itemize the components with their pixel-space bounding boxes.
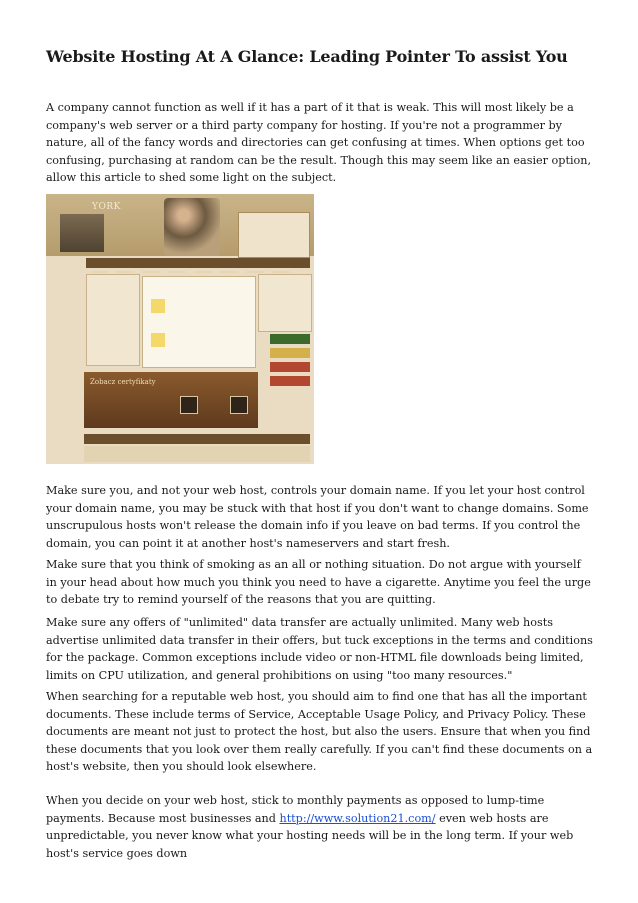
paragraph-3: Make sure that you think of smoking as an all or nothing situation. Do not argue with yourself in your head about how much you think you need to have a cigarette. Anytime you feel the urge to debate try to remind yourself of the reasons that you are quitting. bbox=[46, 558, 591, 606]
band-text: Zobacz certyfikaty bbox=[90, 378, 156, 386]
page-title: Website Hosting At A Glance: Leading Pointer To assist You bbox=[46, 47, 568, 66]
paragraph-6-text-cont: even web hosts are unpredictable, you never know what your hosting needs will be in the long term. If your web host's service goes down bbox=[46, 811, 574, 860]
paragraph-1: A company cannot function as well if it has a part of it that is weak. This will most likely be a company's web server or a third party company for hosting. If you're not a programmer by nature, all of the fancy words and directories can get confusing at times. When options get too confusing, purchasing at random can be the result. Though this may seem like an easier option, allow this article to shed some light on the subject. bbox=[46, 101, 592, 184]
site-logo: YORK bbox=[92, 202, 121, 212]
left-column bbox=[86, 274, 140, 366]
paragraph-4: Make sure any offers of "unlimited" data transfer are actually unlimited. Many web hosts advertise unlimited data transfer in their offers, but tuck exceptions in the terms and conditions for the package. Common exceptions include video or non-HTML file downloads being limited, limits on CPU utilization, and general prohibitions on using "too many resources." bbox=[46, 616, 593, 682]
paragraph-6-text: When you decide on your web host, stick to monthly payments as opposed to lump-time payments. Because most businesses and bbox=[46, 794, 545, 825]
paragraph-2: Make sure you, and not your web host, controls your domain name. If you let your host control your domain name, you may be stuck with that host if you don't want to change domains. Some unscrupulous hosts won't release the domain info if you leave on bad terms. If you control the domain, you can point it at another host's nameservers and start fresh. bbox=[46, 484, 589, 550]
right-column bbox=[258, 274, 312, 332]
website-screenshot-image bbox=[46, 194, 314, 464]
login-panel bbox=[238, 212, 310, 258]
yellow-tag bbox=[270, 348, 310, 358]
paragraph-6 bbox=[46, 792, 594, 862]
solution21-link[interactable]: http://www.solution21.com/ bbox=[279, 811, 436, 825]
building-picture bbox=[60, 214, 104, 252]
paragraph-5: When searching for a reputable web host, you should aim to find one that has all the important documents. These include terms of Service, Acceptable Usage Policy, and Privacy Policy. These documents are meant not just to protect the host, but also the users. Ensure that when you find these documents that you look over them really carefully. If you can't find these documents on a host's website, then you should look elsewhere. bbox=[46, 690, 593, 773]
sticky-note-icon bbox=[151, 299, 165, 313]
site-nav-bar bbox=[86, 258, 310, 268]
site-footer-nav bbox=[84, 434, 310, 444]
green-tag bbox=[270, 334, 310, 344]
site-bottom bbox=[84, 446, 310, 462]
red-tag bbox=[270, 376, 310, 386]
news-panel bbox=[142, 276, 256, 368]
thumbnail-photo bbox=[180, 396, 198, 414]
site-header bbox=[46, 194, 314, 256]
sticky-note-icon bbox=[151, 333, 165, 347]
red-tag bbox=[270, 362, 310, 372]
people-picture bbox=[164, 198, 220, 256]
certificates-band bbox=[84, 372, 258, 428]
thumbnail-photo bbox=[230, 396, 248, 414]
